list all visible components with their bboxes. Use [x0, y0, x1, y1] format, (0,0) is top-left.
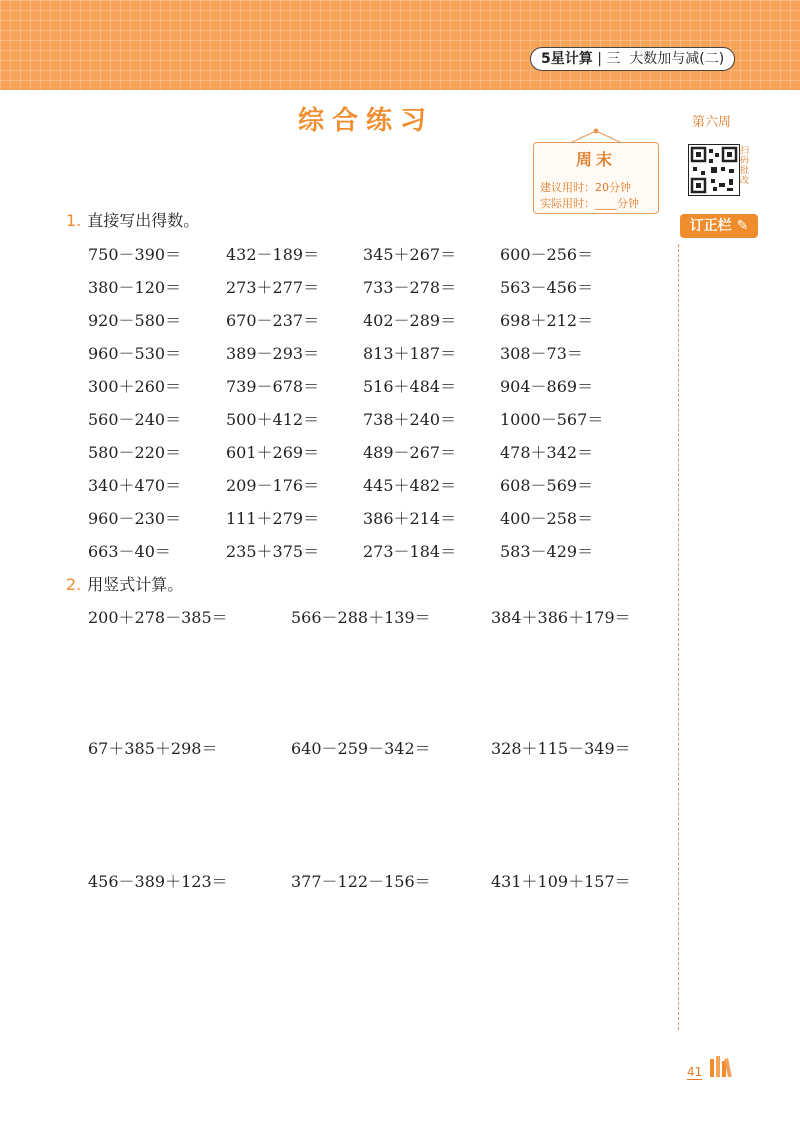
oral-exercise: 445＋482＝	[363, 476, 457, 495]
correction-column-label	[680, 214, 758, 238]
oral-exercise: 386＋214＝	[363, 509, 457, 528]
oral-exercise: 478＋342＝	[500, 443, 594, 462]
oral-exercise: 489－267＝	[363, 443, 457, 462]
question-1-text: 直接写出得数。	[87, 211, 200, 230]
vertical-calc-exercise: 67＋385＋298＝	[88, 739, 218, 758]
tag-separator: |	[597, 51, 602, 67]
oral-exercise: 400－258＝	[500, 509, 594, 528]
oral-exercise: 235＋375＝	[226, 542, 320, 561]
vertical-calc-exercise: 456－389＋123＝	[88, 872, 228, 891]
oral-exercise: 273－184＝	[363, 542, 457, 561]
oral-exercise: 920－580＝	[88, 311, 182, 330]
chapter-number: 三	[606, 51, 621, 67]
oral-exercise: 600－256＝	[500, 245, 594, 264]
pencil-icon: ✎	[736, 218, 749, 234]
oral-exercise: 601＋269＝	[226, 443, 320, 462]
oral-exercise: 380－120＝	[88, 278, 182, 297]
oral-exercise: 111＋279＝	[226, 509, 320, 528]
oral-exercise: 670－237＝	[226, 311, 320, 330]
vertical-calc-exercise: 377－122－156＝	[291, 872, 431, 891]
oral-exercise: 663－40＝	[88, 542, 171, 561]
actual-time: 实际用时：____分钟	[540, 197, 639, 210]
oral-exercise: 813＋187＝	[363, 344, 457, 363]
oral-exercise: 960－530＝	[88, 344, 182, 363]
oral-exercise: 308－73＝	[500, 344, 583, 363]
oral-exercise: 904－869＝	[500, 377, 594, 396]
oral-exercise: 608－569＝	[500, 476, 594, 495]
suggested-time: 建议用时：20分钟	[540, 181, 631, 194]
oral-exercise: 583－429＝	[500, 542, 594, 561]
oral-exercise: 273＋277＝	[226, 278, 320, 297]
oral-exercise: 750－390＝	[88, 245, 182, 264]
oral-exercise: 340＋470＝	[88, 476, 182, 495]
vertical-calc-exercise: 328＋115－349＝	[491, 739, 631, 758]
books-icon	[708, 1055, 738, 1077]
correction-text: 订正栏	[689, 218, 732, 234]
oral-exercise: 209－176＝	[226, 476, 320, 495]
qr-label: 扫码批改	[740, 146, 750, 186]
oral-exercise: 739－678＝	[226, 377, 320, 396]
oral-exercise: 580－220＝	[88, 443, 182, 462]
week-label: 第六周	[692, 115, 732, 130]
oral-exercise: 516＋484＝	[363, 377, 457, 396]
margin-divider	[678, 244, 679, 1030]
question-1-number: 1.	[66, 211, 82, 230]
chapter-tag	[530, 47, 735, 71]
oral-exercise: 733－278＝	[363, 278, 457, 297]
question-1-heading	[66, 208, 199, 231]
oral-exercise: 698＋212＝	[500, 311, 594, 330]
question-2-heading	[66, 572, 183, 595]
chapter-title: 大数加与减(二)	[629, 51, 725, 67]
oral-exercise: 300＋260＝	[88, 377, 182, 396]
oral-exercise: 402－289＝	[363, 311, 457, 330]
vertical-calc-exercise: 384＋386＋179＝	[491, 608, 631, 627]
oral-exercise: 345＋267＝	[363, 245, 457, 264]
weekend-box	[533, 142, 659, 214]
oral-exercise: 389－293＝	[226, 344, 320, 363]
oral-exercise: 500＋412＝	[226, 410, 320, 429]
vertical-calc-exercise: 566－288＋139＝	[291, 608, 431, 627]
qr-code-icon[interactable]	[688, 144, 740, 196]
weekend-title: 周末	[575, 150, 616, 169]
oral-exercise: 1000－567＝	[500, 410, 604, 429]
oral-exercise: 738＋240＝	[363, 410, 457, 429]
oral-exercise: 560－240＝	[88, 410, 182, 429]
oral-exercise: 432－189＝	[226, 245, 320, 264]
brand-label: 5星计算	[541, 51, 593, 67]
page-number: 41	[687, 1065, 703, 1079]
question-2-number: 2.	[66, 575, 82, 594]
oral-exercise: 960－230＝	[88, 509, 182, 528]
header-band	[0, 0, 800, 90]
vertical-calc-exercise: 200＋278－385＝	[88, 608, 228, 627]
vertical-calc-exercise: 431＋109＋157＝	[491, 872, 631, 891]
oral-exercise: 563－456＝	[500, 278, 594, 297]
page-title: 综合练习	[298, 106, 435, 136]
question-2-text: 用竖式计算。	[87, 575, 184, 594]
vertical-calc-exercise: 640－259－342＝	[291, 739, 431, 758]
